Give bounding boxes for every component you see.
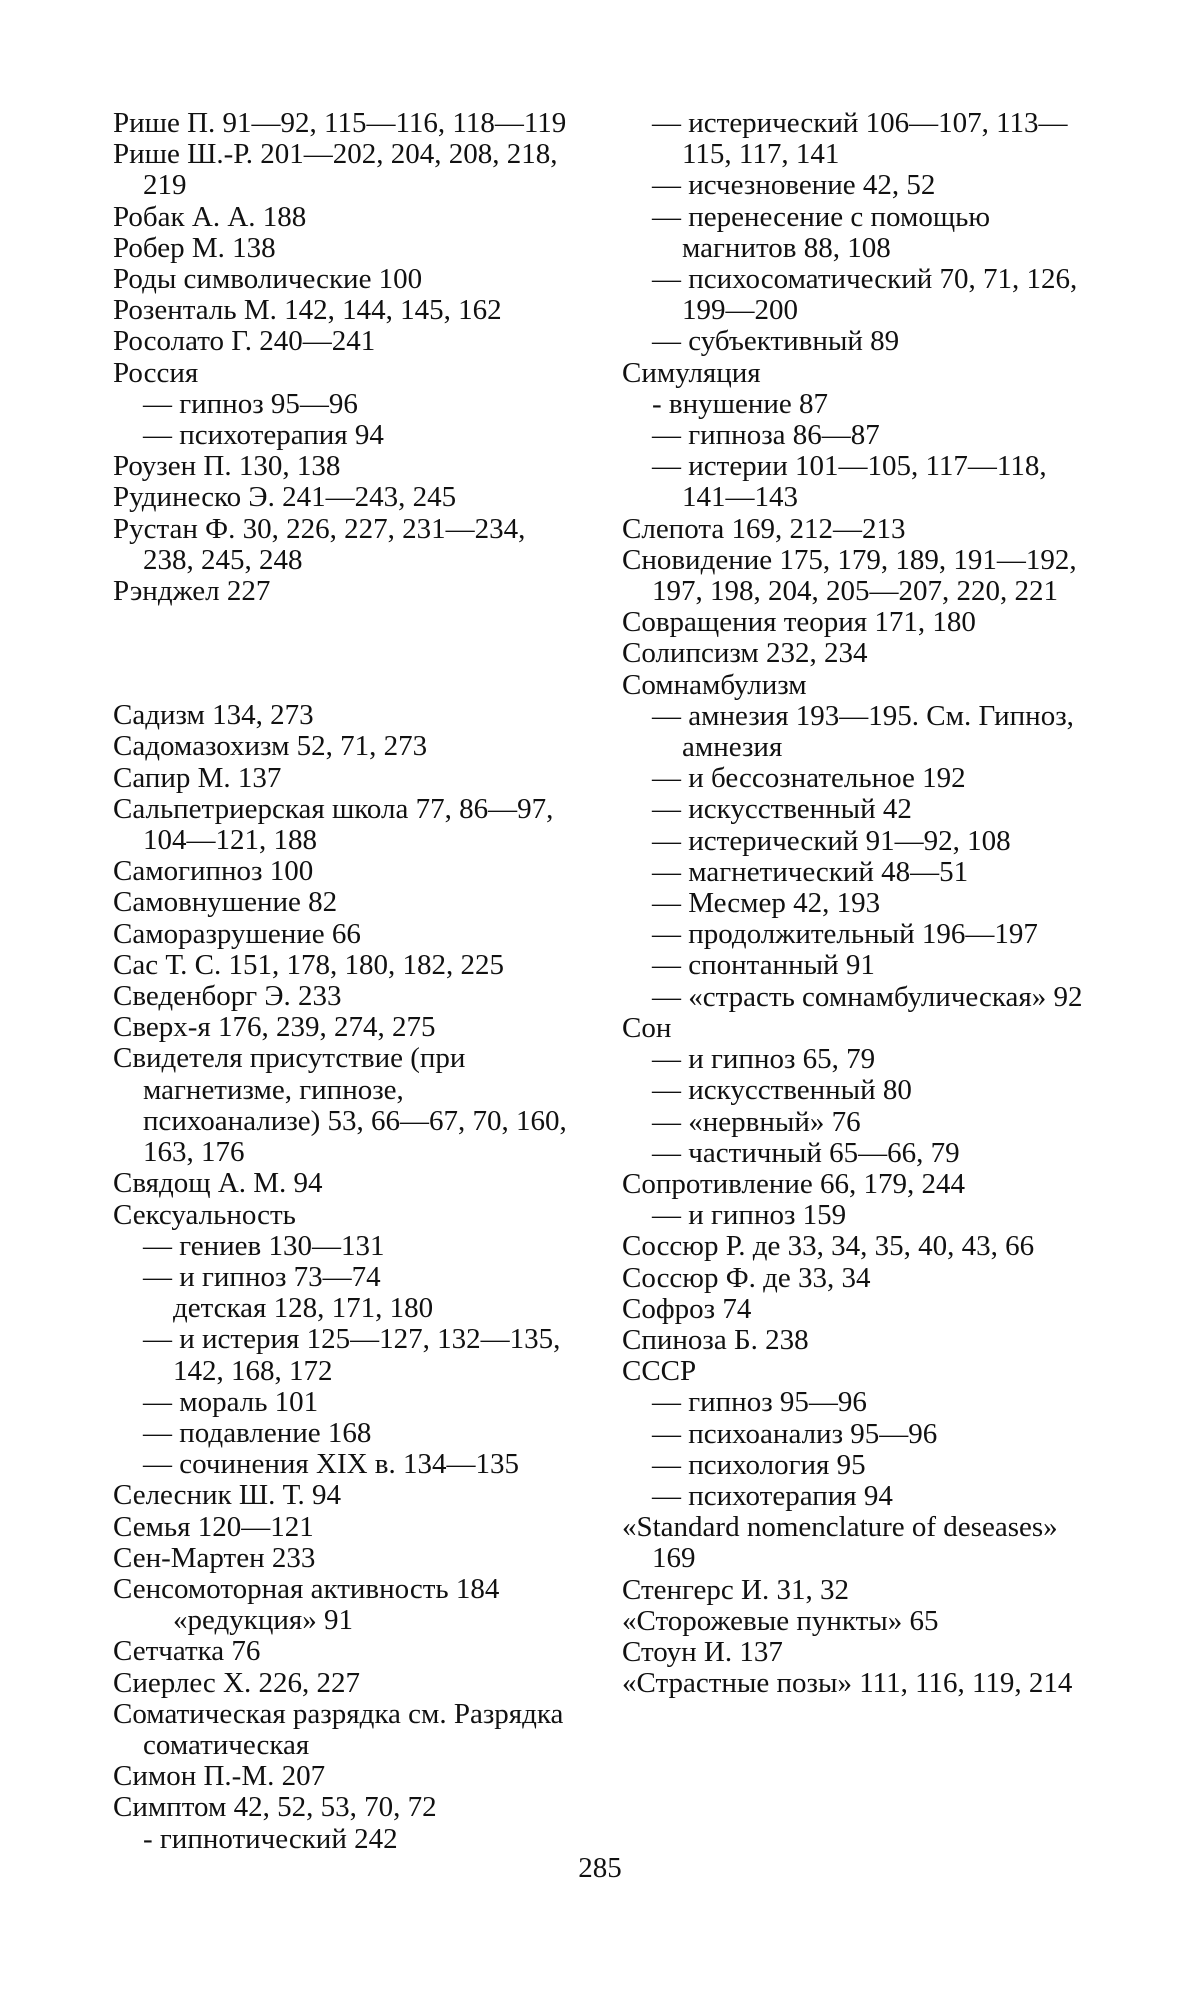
index-subentry: — сочинения XIX в. 134—135 bbox=[143, 1448, 519, 1481]
index-subentry: — и бессознательное 192 bbox=[652, 762, 966, 795]
index-entry: Сен-Мартен 233 bbox=[113, 1541, 316, 1574]
index-entry: Сиерлес Х. 226, 227 bbox=[113, 1666, 360, 1699]
index-entry: «Standard nomenclature of deseases» 169 bbox=[622, 1511, 1058, 1575]
index-entry: Сальпетриерская школа 77, 86—97, 104—121, 188 bbox=[113, 792, 554, 857]
index-entry: Спиноза Б. 238 bbox=[622, 1323, 809, 1356]
right-column bbox=[622, 108, 1092, 1699]
index-subentry: — психотерапия 94 bbox=[143, 419, 384, 452]
index-entry: Робак А. А. 188 bbox=[113, 200, 307, 233]
index-entry: Стоун И. 137 bbox=[622, 1635, 783, 1668]
index-subentry: — амнезия 193—195. См. Гипноз, амнезия bbox=[652, 699, 1074, 764]
index-subentry: — магнетический 48—51 bbox=[652, 855, 969, 888]
index-subentry: — мораль 101 bbox=[143, 1385, 319, 1418]
index-subentry: — «нервный» 76 bbox=[652, 1105, 861, 1138]
index-entry: Роузен П. 130, 138 bbox=[113, 450, 341, 483]
index-subentry: — и гипноз 65, 79 bbox=[652, 1043, 876, 1076]
left-column bbox=[113, 108, 583, 1855]
index-entry: Рише Ш.-Р. 201—202, 204, 208, 218, 219 bbox=[113, 138, 558, 202]
index-entry: Сексуальность bbox=[113, 1198, 296, 1231]
index-subentry: — гениев 130—131 bbox=[143, 1229, 385, 1262]
index-subentry: — психотерапия 94 bbox=[652, 1479, 893, 1512]
index-entry: Солипсизм 232, 234 bbox=[622, 637, 868, 670]
index-subentry: — искусственный 42 bbox=[652, 793, 912, 826]
index-subentry: — истерический 106—107, 113—115, 117, 141 bbox=[652, 107, 1068, 171]
index-entry: Слепота 169, 212—213 bbox=[622, 512, 906, 545]
index-subentry: - гипнотический 242 bbox=[143, 1822, 398, 1855]
index-entry: Сас Т. С. 151, 178, 180, 182, 225 bbox=[113, 948, 504, 981]
index-entry: «Страстные позы» 111, 116, 119, 214 bbox=[622, 1667, 1073, 1700]
index-subentry: — гипноза 86—87 bbox=[652, 419, 880, 452]
index-subentry: — субъективный 89 bbox=[652, 325, 900, 358]
index-entry: Сомнамбулизм bbox=[622, 668, 807, 701]
index-entry: Сон bbox=[622, 1011, 672, 1044]
section-gap bbox=[113, 607, 583, 700]
index-entry: Робер М. 138 bbox=[113, 231, 276, 264]
index-entry: Свидетеля присутствие (при магнетизме, гипнозе, психоанализе) 53, 66—67, 70, 160, 163, 176 bbox=[113, 1042, 567, 1169]
index-entry: Сенсомоторная активность 184 bbox=[113, 1572, 500, 1605]
index-entry: Сверх-я 176, 239, 274, 275 bbox=[113, 1011, 436, 1044]
index-subentry: — искусственный 80 bbox=[652, 1074, 912, 1107]
index-subentry: — перенесение с помощью магнитов 88, 108 bbox=[652, 200, 991, 264]
index-subentry: — и истерия 125—127, 132—135, 142, 168, 172 bbox=[143, 1323, 561, 1387]
index-entry: Сведенборг Э. 233 bbox=[113, 980, 342, 1013]
index-entry: Самовнушение 82 bbox=[113, 886, 338, 919]
index-subentry: детская 128, 171, 180 bbox=[173, 1292, 434, 1325]
index-entry: Соссюр Ф. де 33, 34 bbox=[622, 1261, 871, 1294]
index-entry: Росолато Г. 240—241 bbox=[113, 325, 376, 358]
index-subentry: - внушение 87 bbox=[652, 387, 828, 420]
index-entry: Россия bbox=[113, 356, 199, 389]
index-subentry: — психосоматический 70, 71, 126, 199—200 bbox=[652, 263, 1078, 327]
index-subentry: — гипноз 95—96 bbox=[143, 387, 358, 420]
index-entry: Совращения теория 171, 180 bbox=[622, 606, 976, 639]
index-entry: Рише П. 91—92, 115—116, 118—119 bbox=[113, 107, 567, 139]
index-subentry: — подавление 168 bbox=[143, 1416, 372, 1449]
index-entry: Свядощ А. М. 94 bbox=[113, 1167, 323, 1200]
index-subentry: — психоанализ 95—96 bbox=[652, 1417, 938, 1450]
index-entry: СССР bbox=[622, 1355, 697, 1388]
index-subentry: — и гипноз 159 bbox=[652, 1199, 847, 1232]
index-subentry: — истерический 91—92, 108 bbox=[652, 824, 1011, 857]
index-entry: Селесник Ш. Т. 94 bbox=[113, 1479, 341, 1512]
index-subentry: «редукция» 91 bbox=[173, 1604, 353, 1637]
index-entry: Рустан Ф. 30, 226, 227, 231—234, 238, 245, 248 bbox=[113, 512, 526, 576]
index-entry: Стенгерс И. 31, 32 bbox=[622, 1573, 849, 1606]
index-subentry: — продолжительный 196—197 bbox=[652, 918, 1038, 951]
index-subentry: — частичный 65—66, 79 bbox=[652, 1136, 960, 1169]
index-entry: Софроз 74 bbox=[622, 1292, 752, 1325]
index-entry: Роды символические 100 bbox=[113, 263, 423, 296]
index-subentry: — гипноз 95—96 bbox=[652, 1386, 867, 1419]
index-entry: Симон П.-М. 207 bbox=[113, 1760, 326, 1793]
index-entry: Сетчатка 76 bbox=[113, 1635, 261, 1668]
index-entry: Соматическая разрядка см. Разрядка соматическая bbox=[113, 1697, 564, 1761]
index-subentry: — спонтанный 91 bbox=[652, 949, 875, 982]
index-subentry: — психология 95 bbox=[652, 1448, 866, 1481]
index-entry: Сновидение 175, 179, 189, 191—192, 197, 198, 204, 205—207, 220, 221 bbox=[622, 543, 1077, 608]
index-subentry: — и гипноз 73—74 bbox=[143, 1260, 381, 1293]
index-entry: Садомазохизм 52, 71, 273 bbox=[113, 730, 428, 763]
index-entry: Соссюр Р. де 33, 34, 35, 40, 43, 66 bbox=[622, 1230, 1035, 1263]
index-entry: «Сторожевые пункты» 65 bbox=[622, 1604, 939, 1637]
index-subentry: — Месмер 42, 193 bbox=[652, 887, 881, 920]
index-entry: Сопротивление 66, 179, 244 bbox=[622, 1167, 965, 1200]
page-number: 285 bbox=[578, 1852, 622, 1884]
index-entry: Семья 120—121 bbox=[113, 1510, 314, 1543]
index-entry: Симуляция bbox=[622, 356, 761, 389]
index-subentry: — исчезновение 42, 52 bbox=[652, 169, 936, 202]
index-subentry: — истерии 101—105, 117—118, 141—143 bbox=[652, 450, 1047, 514]
index-entry: Рэнджел 227 bbox=[113, 575, 271, 608]
index-entry: Рудинеско Э. 241—243, 245 bbox=[113, 481, 457, 514]
index-entry: Сапир М. 137 bbox=[113, 761, 282, 794]
index-entry: Садизм 134, 273 bbox=[113, 699, 314, 732]
index-entry: Розенталь М. 142, 144, 145, 162 bbox=[113, 294, 502, 327]
index-subentry: — «страсть сомнамбулическая» 92 bbox=[652, 980, 1083, 1013]
index-entry: Саморазрушение 66 bbox=[113, 917, 361, 950]
index-entry: Симптом 42, 52, 53, 70, 72 bbox=[113, 1791, 437, 1824]
index-entry: Самогипноз 100 bbox=[113, 855, 314, 888]
